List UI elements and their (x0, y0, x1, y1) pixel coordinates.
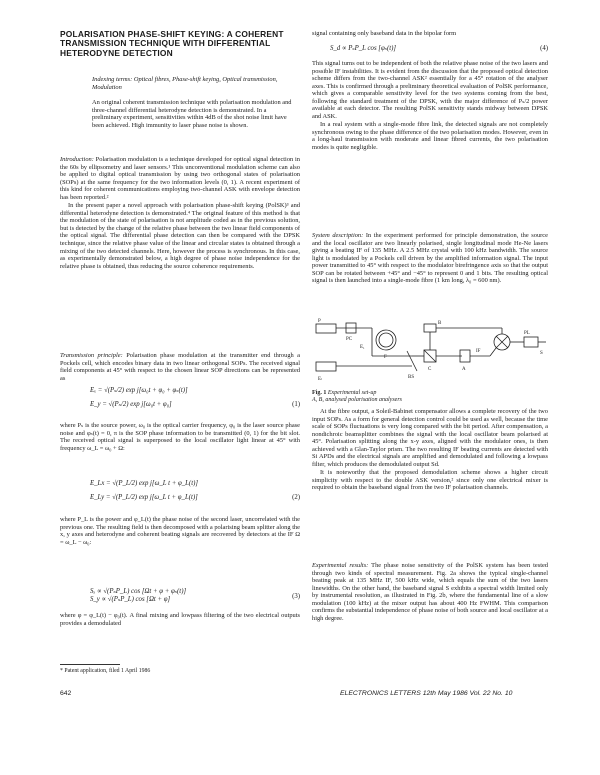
system-section (312, 232, 548, 285)
fig-label-pc: PC (346, 337, 353, 342)
journal-footer: ELECTRONICS LETTERS 12th May 1986 Vol. 22 No. 10 (340, 690, 513, 697)
right-p3: At the fibre output, a Soleil-Babinet compensator allows a complete recovery of the two input SOPs. As a form for general detection control could be used as well, because the time scale of SOPs fluctuations is very long compared with the bit period. After compensation, a nondichroic beamsplitter combines the signal with the local oscillator beam polarised at 45°. Polarisation splitting along the x-y axes, aligned with the modulator ones, is then achieved with a Glan-Taylor prism. The two resulting IF beating currents are detected with Si APDs and the electrical signals are amplified and demodulated and following a lowpass filter, which produces the demodulated output Sd. (312, 408, 548, 468)
mid-text: where Pₛ is the source power, ω₀ is the optical carrier frequency, φ₀ is the laser source phase noise and φₛ(t) = 0, π is the SOP phase information to be transmitted (0, 1) for the bit slot. The received optical signal is superposed to the local oscillator light linear at 45° with frequency ω_L = ω₀ + Ω: (60, 422, 300, 452)
fig-label-el: Eₗ (318, 377, 322, 382)
intro-section (60, 156, 300, 270)
equation-2-number: (2) (292, 494, 300, 501)
intro-paragraph-2: In the present paper a novel approach with polarisation phase-shift keying (PolSK)³ and differential heterodyne detection is demonstrated.⁴ The original feature of this method is that the modulation of the state of polarisation is not amplitude coded as in the previous solution, but is detected by the change of the relative phase between the two linear field components of the optical signal. The differential phase detection can then be compared with the DPSK technique, since the relative phase value of the linear and circular states is obtained through a mixing of the two detected channels. Here, however the process is synchronous. In this case, as experimentally demonstrated below, a high degree of phase noise independence for the relative phase is obtained, thus reducing the source coherence requirements. (60, 202, 300, 270)
right-para-3 (312, 408, 548, 492)
abstract: An original coherent transmission technique with polarisation modulation and three-channel differential heterodyne detection is demonstrated. In a preliminary experiment, sensitivities within 4dB of the shot noise limit have been achieved. High immunity to laser phase noise is shown. (92, 99, 292, 129)
experimental-setup-figure (312, 318, 548, 386)
transmission-heading: Transmission principle: (60, 352, 123, 359)
after-eq3-text: where φ = φ_L(t) − φ₀(t). A final mixing and lowpass filtering of the two electrical outputs provides a demodulated (60, 612, 300, 627)
indexing-terms: Indexing terms: Optical fibres, Phase-shift keying, Optical transmission, Modulation (92, 76, 278, 91)
equation-4a: S_d ∝ PₛP_L cos [φₛ(t)] (330, 45, 397, 52)
transmission-text: Polarisation phase modulation at the transmitter end through a Pockels cell, which encodes binary data in two linear orthogonal SOPs. The received signal field components at 45° with respect to the chosen linear SOP directions can be represented as (60, 352, 300, 382)
equation-2 (90, 480, 300, 502)
fig-label-c: C (428, 367, 432, 372)
results-text: The phase noise sensitivity of the PolSK system has been tested through two kinds of spectral measurement. Fig. 2a shows the typical single-channel beating peak at 135 MHz IF, 500 kHz wide, which equals the sum of the two lasers linewidths. On the other hand, the baseband signal S exhibits a spectral width limited only by instrumental resolution, as illustrated in Fig. 2b, where the fundamental line of a slow modulation (100 kHz) at the mixer output has about 400 Hz FWHM. This comparison confirms the substantial independence of phase noise of both source and local oscillator at a high degree. (312, 562, 548, 622)
equation-4 (330, 45, 548, 53)
lowpass-filter (524, 337, 538, 347)
figure-caption-title: Experimental set-up (327, 390, 377, 396)
right-p4: It is noteworthy that the proposed demodulation scheme shows a higher circuit simplicity with respect to the double ASK version,² since only one electrical mixer is required to obtain the baseband signal from the two IF polarisation channels. (312, 469, 548, 492)
detector-y (424, 324, 436, 332)
footnote: * Patent application, filed 1 April 1986 (60, 668, 151, 674)
equation-2b: E_Ly = √(P_L/2) exp j[ω_L t + φ_L(t)] (90, 494, 198, 501)
footnote-rule (60, 664, 120, 665)
intro-text: Polarisation modulation is a technique developed for optical signal detection in the 60s by ellipsometry and laser sensors.¹ This unconventional modulation scheme can also be applied to digital optical transmission by using two orthogonal states of polarisation (SOPs) at the same frequency for the two information levels (0, 1). A recent experiment of this kind for coherent communications employing two-channel ASK with envelope detection has been reported.² (60, 156, 300, 201)
beamsplitter (407, 351, 417, 371)
fig-label-s: S (540, 351, 543, 356)
after-eq3 (60, 612, 300, 627)
system-heading: System description: (312, 232, 364, 239)
fig-label-laser: P (318, 319, 321, 324)
fig-label-e1: E₁ (360, 345, 365, 350)
after-eq2 (60, 516, 300, 546)
figure-caption-label: Fig. 1 (312, 390, 327, 396)
equation-3-number: (3) (292, 593, 300, 600)
equation-1-number: (1) (292, 401, 300, 408)
right-para-1 (312, 60, 548, 152)
equation-3b: S_y ∝ √(PₛP_L) cos [Ωt + φ] (90, 596, 171, 603)
equation-3a: Sₓ ∝ √(PₛP_L) cos [Ωt + φ + φₛ(t)] (90, 588, 187, 595)
fig-label-f: F (384, 355, 387, 360)
equation-3 (90, 588, 300, 604)
equation-4-number: (4) (540, 45, 548, 52)
fig-label-a: A (462, 367, 466, 372)
equation-2a: E_Lx = √(P_L/2) exp j[ω_L t + φ_L(t)] (90, 480, 198, 487)
results-section (312, 562, 548, 622)
figure-caption (312, 390, 548, 404)
fig-label-if: IF (476, 349, 481, 354)
equation-1a: Eₓ = √(Pₛ/2) exp j[ω₀t + φ₀ + φₛ(t)] (90, 387, 188, 394)
after-eq2-text: where P_L is the power and φ_L(t) the phase noise of the second laser, uncorrelated with the previous one. The resulting field is then decomposed with a polarising beam splitter along the x, y axes and heterodyne and coherent beating signals are recovered by detectors at the IF Ω = ω_L − ω₀: (60, 516, 300, 546)
right-top-text: signal containing only baseband data in the bipolar form (312, 30, 457, 37)
fig-label-pl: PL (524, 331, 530, 336)
fig-label-bs: BS (408, 375, 415, 380)
laser-box (316, 324, 336, 333)
mid-paragraph (60, 422, 300, 452)
page-number: 642 (60, 690, 72, 697)
local-oscillator-box (316, 362, 336, 371)
transmission-section (60, 352, 300, 382)
equation-1b: E_y = √(Pₛ/2) exp j[ω₀t + φ₀] (90, 401, 172, 408)
right-top (312, 30, 548, 38)
right-p1: This signal turns out to be independent of both the relative phase noise of the two lasers and possible IF instabilities. It is evident from the discussion that the proposed optical detection scheme differs from the two-channel ASK² essentially for a 45° rotation of the analyser axes. This is confirmed through a preliminary theoretical evaluation of PolSK performance, which gives a comparable sensitivity level for the two systems coming from the best, following the standard treatment of the DPSK, with the major difference of Pₛ/2 power available at each detector. The resulting PolSK sensitivity stands midway between DPSK and ASK. (312, 60, 548, 120)
system-text: In the experiment performed for principle demonstration, the source and the local oscillator are two linearly polarised, single longitudinal mode He-Ne lasers giving a beating IF of 135 MHz. A 2.5 MHz crystal with 100 kHz bandwidth. The source light is modulated by a Pockels cell driven by the amplified information signal. The input power transmitted to 45° with respect to the modulator birefringence axis so that the output SOP can be rotated between +45° and −45° to represent 0 and 1 bits. The resulting optical signal is then launched into a single-mode fibre (1 km long, λ₀ = 600 nm). (312, 232, 548, 285)
fig-label-b: B (438, 321, 442, 326)
results-heading: Experimental results: (312, 562, 369, 569)
intro-heading: Introduction: (60, 156, 94, 163)
right-p2: In a real system with a single-mode fibre link, the detected signals are not completely synchronous owing to the phase difference of the two polarisation modes. However, even in a long-haul transmission with moderate and linear fibred currents, the two polarisation modes is quite negligible. (312, 121, 548, 152)
paper-title: POLARISATION PHASE-SHIFT KEYING: A COHERENT TRANSMISSION TECHNIQUE WITH DIFFERENTIAL HETERODYNE DETECTION (60, 29, 284, 58)
equation-1 (90, 387, 300, 409)
figure-caption-detail: A, B, analysed polarisation analysers (312, 397, 402, 403)
